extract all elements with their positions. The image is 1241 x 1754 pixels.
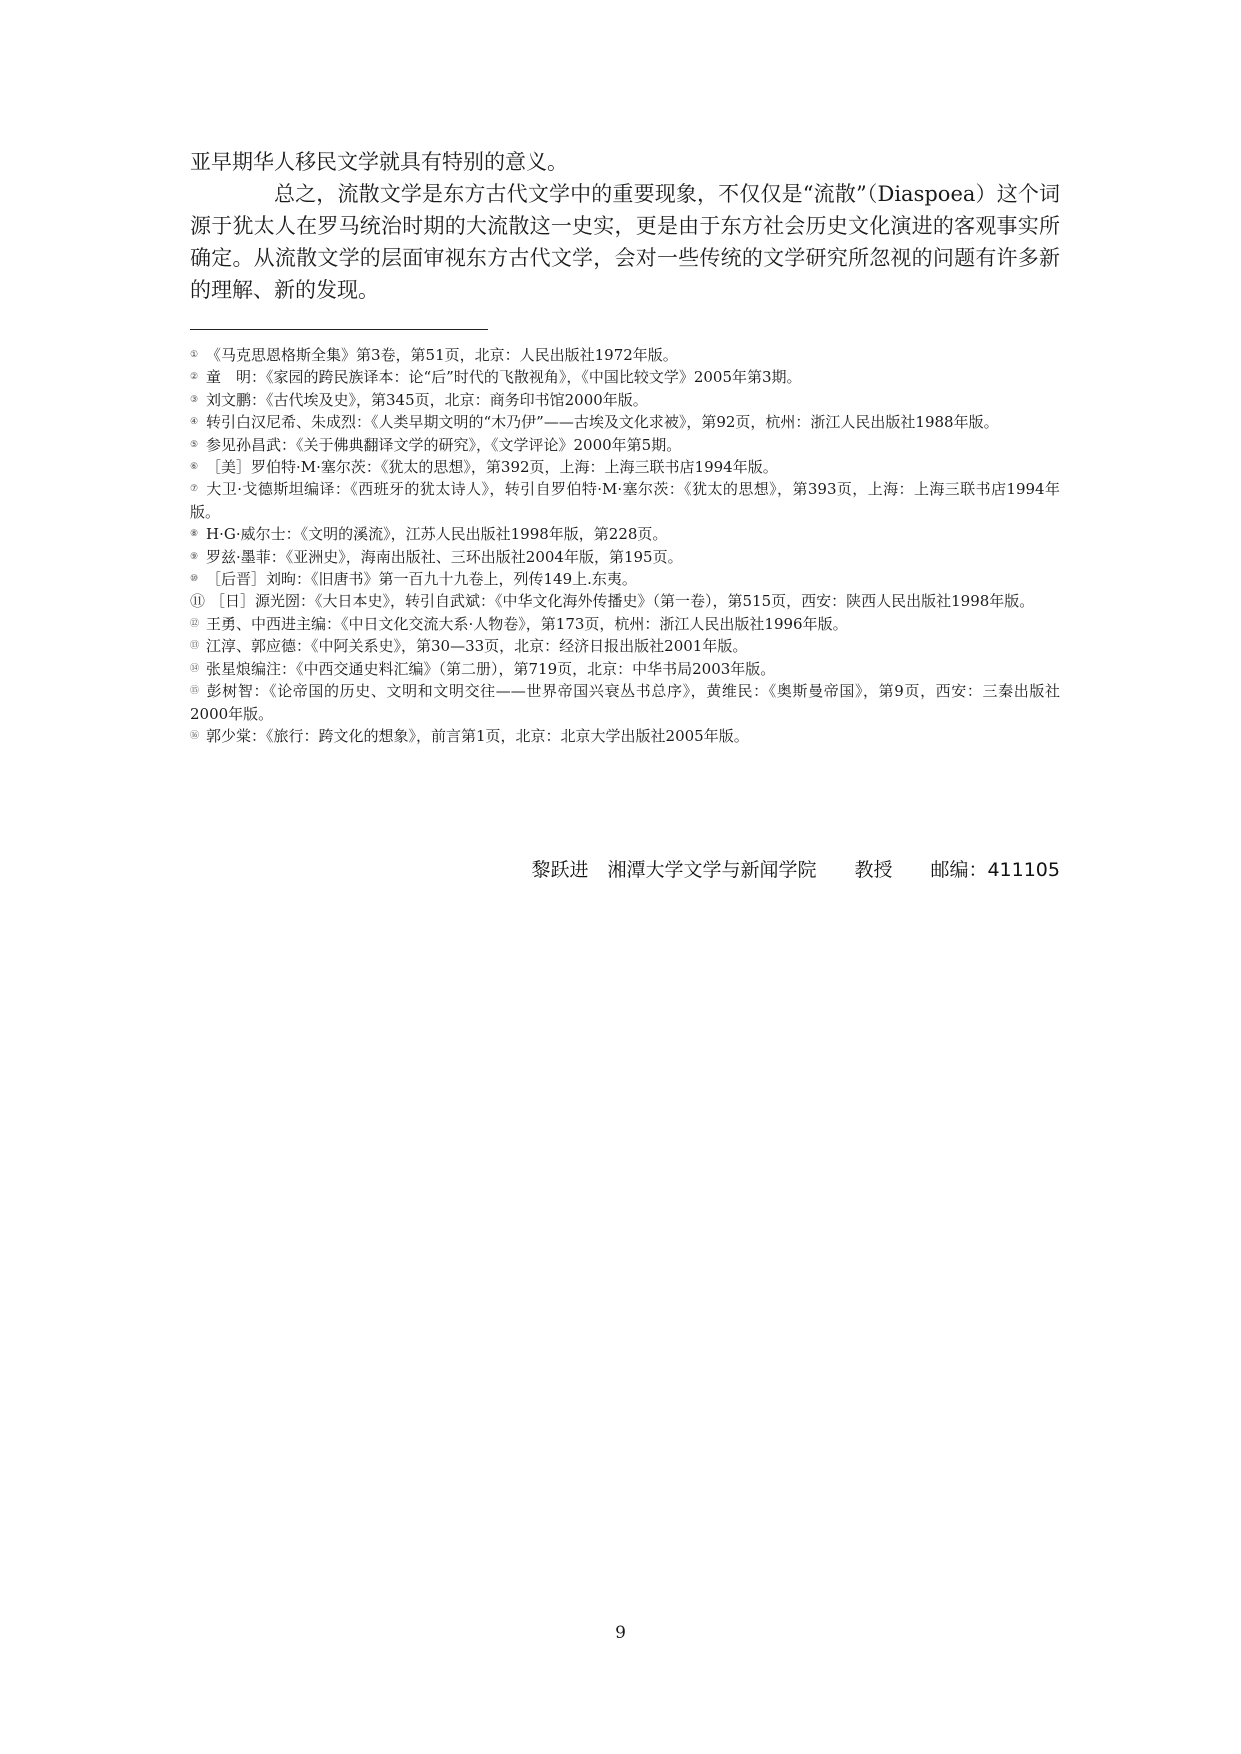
footnote-text: 彭树智：《论帝国的历史、文明和文明交往——世界帝国兴衰丛书总序》，黄维民：《奥斯曼帝国》，第9页，西安：三秦出版社2000年版。 [190,682,1060,723]
footnote-marker: ⑫ [190,618,200,629]
footnote-marker: ⑧ [190,529,199,540]
footnote-text: ［后晋］刘昫：《旧唐书》第一百九十九卷上，列传149上.东夷。 [206,570,637,589]
footnote-text: 参见孙昌武：《关于佛典翻译文学的研究》，《文学评论》2000年第5期。 [206,435,682,454]
footnote-item [190,725,1060,747]
footnote-marker: ⑯ [190,730,200,741]
footnote-marker: ⑮ [190,686,200,697]
footnote-item [190,478,1060,523]
footnote-item [190,456,1060,478]
footnote-item [190,546,1060,568]
footnote-item [190,590,1060,612]
footnote-separator [190,329,488,330]
footnote-marker: ⑨ [190,551,199,562]
footnote-marker: ⑪ [190,592,206,611]
footnote-text: 王勇、中西进主编：《中日文化交流大系·人物卷》，第173页，杭州：浙江人民出版社1996年版。 [206,614,848,633]
footnote-marker: ⑩ [190,574,199,585]
footnote-text: ［日］源光圀：《大日本史》，转引自武斌：《中华文化海外传播史》（第一卷），第515页，西安：陕西人民出版社1998年版。 [210,592,1035,611]
footnote-text: 张星烺编注：《中西交通史料汇编》（第二册），第719页，北京：中华书局2003年版。 [206,659,776,678]
footnote-marker: ③ [190,394,199,405]
footnotes-section [190,344,1060,747]
footnote-marker: ⑦ [190,484,199,495]
footnote-marker: ⑭ [190,663,200,674]
page-number: 9 [615,1623,626,1643]
body-text [190,146,1060,306]
footnote-marker: ⑥ [190,462,199,473]
footnote-text: 江淳、郭应德：《中阿关系史》，第30—33页，北京：经济日报出版社2001年版。 [206,637,748,656]
footnote-item [190,411,1060,433]
footnote-marker: ④ [190,417,199,428]
footnote-item [190,635,1060,657]
footnote-marker: ⑤ [190,439,199,450]
footnote-item [190,658,1060,680]
footnote-text: ［美］罗伯特·M·塞尔茨：《犹太的思想》，第392页，上海：上海三联书店1994年版。 [206,458,778,477]
footnote-marker: ① [190,350,199,360]
footnote-item [190,434,1060,456]
footnote-marker: ⑬ [190,641,200,652]
footnote-item [190,523,1060,545]
footnote-item [190,366,1060,388]
footnote-item [190,613,1060,635]
footnote-item [190,344,1060,366]
footnote-text: 大卫·戈德斯坦编译：《西班牙的犹太诗人》，转引自罗伯特·M·塞尔茨：《犹太的思想》，第393页，上海：上海三联书店1994年版。 [190,480,1060,521]
body-paragraph: 总之，流散文学是东方古代文学中的重要现象，不仅仅是“流散”（Diaspoea）这个词源于犹太人在罗马统治时期的大流散这一史实，更是由于东方社会历史文化演进的客观事实所确定。从流散文学的层面审视东方古代文学，会对一些传统的文学研究所忽视的问题有许多新的理解、新的发现。 [190,182,1060,302]
footnote-text: 罗兹·墨菲：《亚洲史》，海南出版社、三环出版社2004年版，第195页。 [206,547,683,566]
footnote-text: 郭少棠：《旅行：跨文化的想象》，前言第1页，北京：北京大学出版社2005年版。 [206,726,749,745]
footnote-text: 童 明：《家园的跨民族译本：论“后”时代的飞散视角》，《中国比较文学》2005年第3期。 [206,368,802,387]
footnote-text: H·G·威尔士：《文明的溪流》，江苏人民出版社1998年版，第228页。 [206,525,668,544]
body-paragraph: 亚早期华人移民文学就具有特别的意义。 [190,150,568,174]
footnote-marker: ② [190,372,199,383]
footnote-text: 刘文鹏：《古代埃及史》，第345页，北京：商务印书馆2000年版。 [206,390,648,409]
footnote-item [190,568,1060,590]
footnote-text: 转引白汉尼希、朱成烈：《人类早期文明的“木乃伊”——古埃及文化求被》，第92页，杭州：浙江人民出版社1988年版。 [206,413,999,432]
author-affiliation: 黎跃进 湘潭大学文学与新闻学院 教授 邮编：411105 [531,859,1060,881]
footnote-item [190,680,1060,725]
footnote-item [190,389,1060,411]
footnote-text: 《马克思恩格斯全集》第3卷，第51页，北京：人民出版社1972年版。 [206,346,678,364]
